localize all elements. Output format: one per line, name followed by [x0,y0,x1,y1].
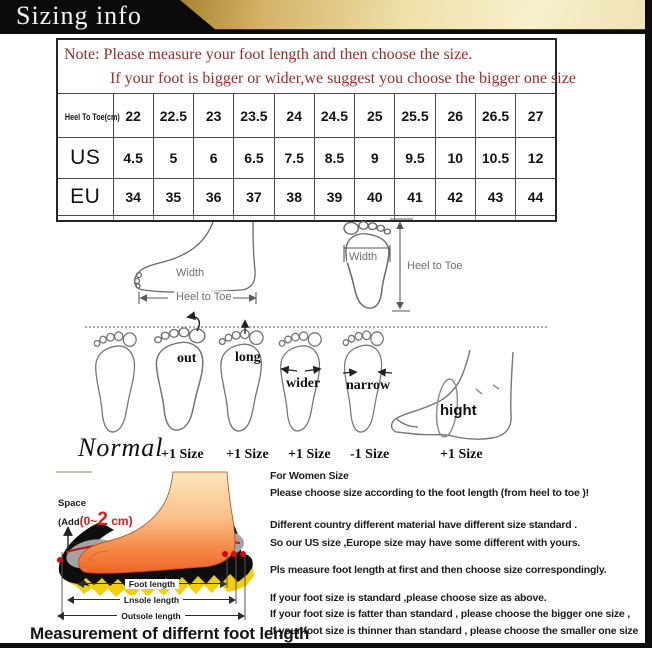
top-width-label: Width [349,251,378,263]
space-annotation [58,498,133,531]
foot-hight-label: hight [440,402,477,419]
table-cell: 10.5 [475,138,515,179]
size-normal-label: Normal [78,433,164,462]
table-cell: 4.5 [113,138,153,179]
arrow-right-icon [220,580,227,588]
arrow-right-icon [238,612,245,620]
right-border-strip [645,0,652,648]
note-box [57,39,576,94]
table-cell: 22.5 [153,94,193,138]
guidance-line: If your foot size is fatter than standard , please choose the bigger one size , [270,608,630,620]
foot-long [219,321,263,431]
table-cell: 40 [355,179,395,216]
side-heel-to-toe-label: Heel to Toe [176,291,232,303]
heel-to-toe-header: Heel To Toe(cm) [64,111,120,122]
arrow-left-icon [57,612,64,620]
side-width-label: Width [176,267,205,279]
table-cell: 24 [274,94,314,138]
foot-length-measure [78,579,226,589]
arrow-right-icon [229,596,236,604]
space-label: Space [58,498,86,509]
guidance-line: Different country different material have different size standard . [270,519,577,531]
table-cell: 9 [355,138,395,179]
size-out-label: +1 Size [161,447,204,462]
foot-out-label: out [177,351,197,366]
table-cell: 6.5 [234,138,274,179]
side-foot-sketch [135,222,256,292]
page-title: Sizing info [16,1,142,30]
insole-length-label: Lnsole length [120,595,183,605]
table-row-heel-to-toe [57,94,556,138]
table-cell: 7.5 [274,138,314,179]
arrow-left-icon [67,596,74,604]
table-cell: 24.5 [314,94,354,138]
guidance-line: Please choose size according to the foot length (from heel to toe )! [270,487,589,499]
guidance-line: For Women Size [270,470,349,482]
table-cell: 23.5 [234,94,274,138]
size-narrow-label: -1 Size [350,447,390,462]
table-cell: 23 [194,94,234,138]
arrow-left-icon [77,580,84,588]
foot-narrow-label: narrow [346,378,391,393]
size-hight-label: +1 Size [440,447,483,462]
title-banner [0,0,652,34]
note-line-2: If your foot is bigger or wider,we suggest you choose the bigger one size [110,70,576,87]
table-cell: 44 [516,179,556,216]
note-line-1: Note: Please measure your foot length and then choose the size. [64,46,473,63]
us-row-header: US [57,138,113,179]
table-cell: 27 [516,94,556,138]
table-cell: 38 [274,179,314,216]
outsole-length-label: Outsole length [117,611,185,621]
top-heel-to-toe-label: Heel to Toe [407,260,463,272]
table-cell: 22 [113,94,153,138]
foot-normal [94,332,136,432]
table-cell: 36 [194,179,234,216]
table-cell: 9.5 [395,138,435,179]
table-cell: 12 [516,138,556,179]
guidance-line: Pls measure foot length at first and then choose size correspondingly. [270,564,607,576]
size-wider-label: +1 Size [288,447,331,462]
table-row-us [57,138,556,179]
outsole-length-measure [58,611,244,621]
table-cell: 6 [194,138,234,179]
size-long-label: +1 Size [226,447,269,462]
guidance-line: If your foot size is standard ,please choose size as above. [270,592,547,604]
foot-length-label: Foot length [125,579,179,589]
space-add-label: (Add [58,517,80,528]
guidance-line: If your foot size is thinner than standard , please choose the smaller one size [270,625,639,637]
foot-out [155,317,205,430]
bottom-border-bar [0,643,652,648]
table-cell: 35 [153,179,193,216]
table-cell: 5 [153,138,193,179]
table-cell: 37 [234,179,274,216]
foot-wider-label: wider [286,376,321,391]
space-range-value: 2 [97,509,108,530]
guidance-line: So our US size ,Europe size may have some different with yours. [270,537,581,549]
table-row-eu [57,179,556,216]
table-cell: 41 [395,179,435,216]
table-cell: 25.5 [395,94,435,138]
table-cell: 34 [113,179,153,216]
table-cell: 8.5 [314,138,354,179]
foot-hight [392,350,513,439]
foot-measuring-diagram [0,215,470,327]
table-cell: 25 [355,94,395,138]
table-cell: 42 [435,179,475,216]
table-cell: 26 [435,94,475,138]
size-conversion-table [56,38,576,222]
eu-row-header: EU [57,179,113,216]
gold-ribbon-decoration [180,0,646,34]
table-cell: 26.5 [475,94,515,138]
top-footprint-sketch [344,222,390,309]
table-cell: 43 [475,179,515,216]
diagram-caption: Measurement of differnt foot length [30,624,310,643]
foot-long-label: long [235,350,261,365]
table-cell: 39 [314,179,354,216]
table-cell: 10 [435,138,475,179]
insole-length-measure [68,595,235,605]
space-range-prefix: (0~ [79,514,98,528]
space-range-suffix: cm) [107,514,133,528]
